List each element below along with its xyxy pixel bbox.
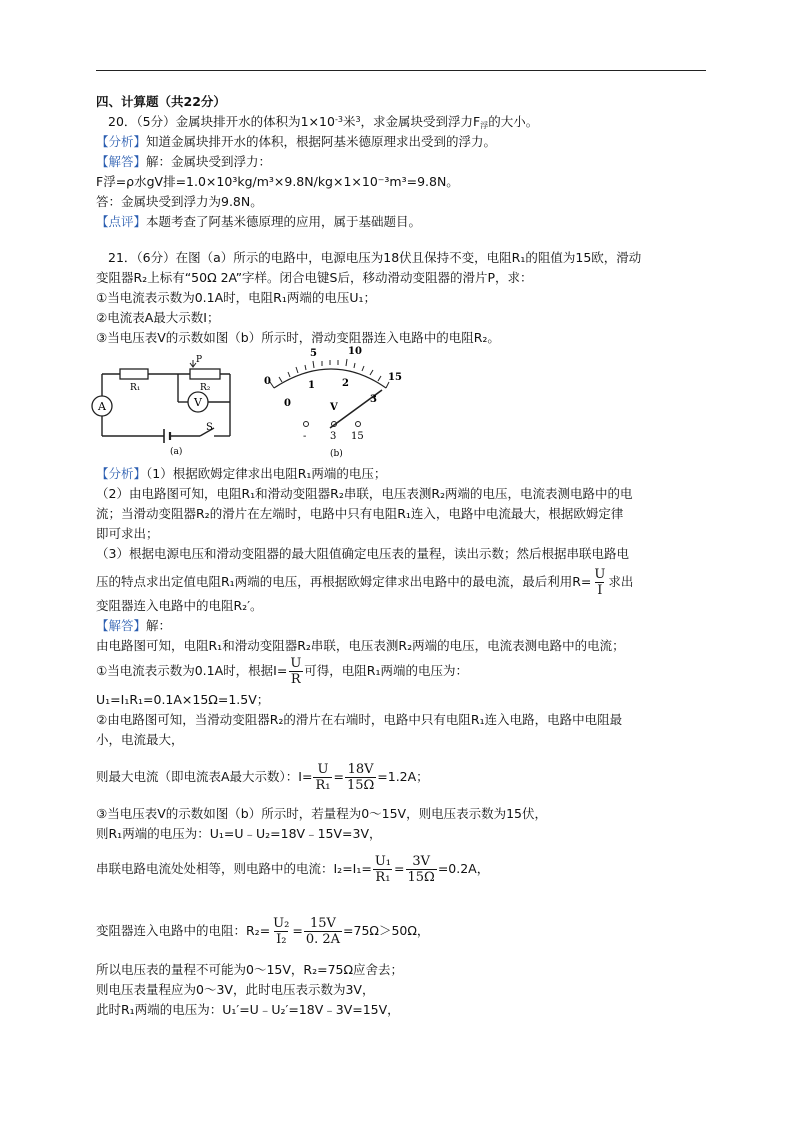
- fraction-3v-over-15ohm: $\frac{3V}{15\Omega}$: [407, 854, 435, 885]
- q21-stem-line2: 变阻器R₂上标有“50Ω 2A”字样。闭合电键S后，移动滑动变阻器的滑片P，求：: [96, 270, 533, 285]
- answer-tag: 【解答】: [96, 154, 147, 169]
- scale-top-zero: 0: [264, 376, 271, 387]
- q21-solution-1: ①当电流表示数为0.1A时，根据I= $\frac{U}{R}$ 可得，电阻R₁两端的电压为：: [96, 656, 468, 687]
- q21-analysis-3b: 压的特点求出定值电阻R₁两端的电压，再根据欧姆定律求出电路中的最电流，最后利用R= $\frac{U}{I}$ 求出: [96, 567, 634, 598]
- q21-analysis-2c: 即可求出；: [96, 526, 159, 541]
- q21-item1: ①当电流表示数为0.1A时，电阻R₁两端的电压U₁；: [96, 290, 376, 305]
- terminal-neg: [304, 422, 309, 427]
- q21-solution-3e: 所以电压表的量程不可能为0～15V，R₂=75Ω应舍去；: [96, 962, 404, 977]
- r1-label: R₁: [130, 383, 141, 393]
- fraction-u1-over-r1: $\frac{\text{U₁}}{\text{R₁}}$: [374, 854, 392, 885]
- q21-solution-intro: 由电路图可知，电阻R₁和滑动变阻器R₂串联，电压表测R₂两端的电压，电流表测电路中的电流；: [96, 638, 625, 653]
- fraction-15v-over-02a: $\frac{15V}{0. 2A}$: [305, 916, 341, 947]
- fraction-u-over-r: $\frac{U}{R}$: [290, 656, 302, 687]
- q21-solution-3b: 则R₁两端的电压为：U₁=U﹣U₂=18V﹣15V=3V，: [96, 826, 382, 841]
- ammeter-label: A: [98, 400, 106, 413]
- resistor-r1: [120, 369, 148, 379]
- dial-arc: [274, 369, 386, 388]
- figure-b-voltmeter: [252, 344, 412, 460]
- voltmeter-label: V: [194, 396, 202, 409]
- q21-analysis-3a: （3）根据电源电压和滑动变阻器的最大阻值确定电压表的量程，读出示数；然后根据串联电路电: [96, 546, 629, 561]
- fraction-u2-over-i2: $\frac{\text{U₂}}{\text{I₂}}$: [273, 916, 290, 947]
- analysis-tag: 【分析】: [96, 466, 147, 481]
- q21-solution-1-calc: U₁=I₁R₁=0.1A×15Ω=1.5V；: [96, 692, 270, 707]
- section-title: 四、计算题（共22分）: [96, 94, 226, 109]
- switch-label: S: [206, 422, 213, 433]
- figure-a-circuit: [90, 352, 250, 462]
- figure-a-caption: (a): [170, 447, 183, 457]
- q21-item3: ③当电压表V的示数如图（b）所示时，滑动变阻器连入电路中的电阻R₂。: [96, 330, 500, 345]
- q21-item2: ②电流表A最大示数I；: [96, 310, 220, 325]
- q20-analysis: 【分析】知道金属块排开水的体积，根据阿基米德原理求出受到的浮力。: [96, 134, 497, 149]
- scale-bottom-0: 0: [284, 398, 291, 409]
- scale-bottom-3: 3: [370, 394, 377, 405]
- q21-solution-3g: 此时R₁两端的电压为：U₁′=U﹣U₂′=18V﹣3V=15V，: [96, 1002, 400, 1017]
- q21-answer-head: 【解答】解：: [96, 618, 172, 633]
- q21-solution-3f: 则电压表量程应为0～3V，此时电压表示数为3V，: [96, 982, 375, 997]
- q20-answer: 【解答】解：金属块受到浮力：: [96, 154, 272, 169]
- answer-tag: 【解答】: [96, 618, 147, 633]
- q20-formula: F浮=ρ水gV排=1.0×10³kg/m³×9.8N/kg×1×10⁻³m³=9.8N。: [96, 174, 459, 189]
- scale-top-10: 10: [348, 346, 362, 357]
- scale-top-15: 15: [388, 372, 402, 383]
- terminal-neg-label: -: [303, 431, 307, 442]
- q21-solution-2c: 则最大电流（即电流表A最大示数）：I= $\frac{U}{\text{R₁}}$ = $\frac{18V}{15\Omega}$ =1.2A；: [96, 762, 429, 793]
- terminal-15-label: 15: [351, 431, 364, 442]
- q21-solution-2b: 小，电流最大，: [96, 732, 184, 747]
- q21-solution-2a: ②由电路图可知，当滑动变阻器R₂的滑片在右端时，电路中只有电阻R₁连入电路，电路中电阻最: [96, 712, 623, 727]
- comment-tag: 【点评】: [96, 214, 147, 229]
- scale-bottom-1: 1: [308, 380, 315, 391]
- q21-analysis-2a: （2）由电路图可知，电阻R₁和滑动变阻器R₂串联，电压表测R₂两端的电压，电流表测电路中的电: [96, 486, 633, 501]
- q20-reply: 答：金属块受到浮力为9.8N。: [96, 194, 263, 209]
- terminal-15: [356, 422, 361, 427]
- q21-analysis-1: 【分析】（1）根据欧姆定律求出电阻R₁两端的电压；: [96, 466, 387, 481]
- analysis-tag: 【分析】: [96, 134, 147, 149]
- scale-bottom-2: 2: [342, 378, 349, 389]
- q21-stem-line1: 21．（6分）在图（a）所示的电路中，电源电压为18伏且保持不变，电阻R₁的阻值为15欧，滑动: [108, 250, 642, 265]
- header-rule: [96, 70, 706, 71]
- rheostat-r2: [190, 369, 220, 379]
- fraction-u-over-r1: $\frac{U}{\text{R₁}}$: [315, 762, 331, 793]
- slider-p-label: P: [196, 355, 203, 365]
- q21-solution-3d: 变阻器连入电路中的电阻：R₂= $\frac{\text{U₂}}{\text{I₂}}$ = $\frac{15V}{0. 2A}$ =75Ω＞50Ω，: [96, 916, 430, 947]
- q21-analysis-2b: 流；当滑动变阻器R₂的滑片在左端时，电路中只有电阻R₁连入，电路中电流最大，根据欧姆定律: [96, 506, 624, 521]
- terminal-3-label: 3: [330, 431, 337, 442]
- figure-b-caption: (b): [330, 449, 343, 459]
- scale-top-5: 5: [310, 348, 317, 359]
- q21-solution-3c: 串联电路电流处处相等，则电路中的电流：I₂=I₁= $\frac{\text{U₁}}{\text{R₁}}$ = $\frac{3V}{15\Omega}$ =0.2A，: [96, 854, 490, 885]
- r2-label: R₂: [200, 383, 211, 393]
- dial-unit: V: [330, 402, 338, 413]
- q21-solution-3a: ③当电压表V的示数如图（b）所示时，若量程为0～15V，则电压表示数为15伏，: [96, 806, 548, 821]
- fraction-u-over-i: $\frac{U}{I}$: [594, 567, 606, 598]
- q21-analysis-3c: 变阻器连入电路中的电阻R₂′。: [96, 598, 263, 613]
- q20-comment: 【点评】本题考查了阿基米德原理的应用，属于基础题目。: [96, 214, 422, 229]
- q20-stem: 20．（5分）金属块排开水的体积为$1\times 10^{-3}$米$^3$，求金属块受到浮力$F_浮$的大小。: [108, 114, 539, 130]
- fraction-18v-over-15ohm: $\frac{18V}{15\Omega}$: [346, 762, 375, 793]
